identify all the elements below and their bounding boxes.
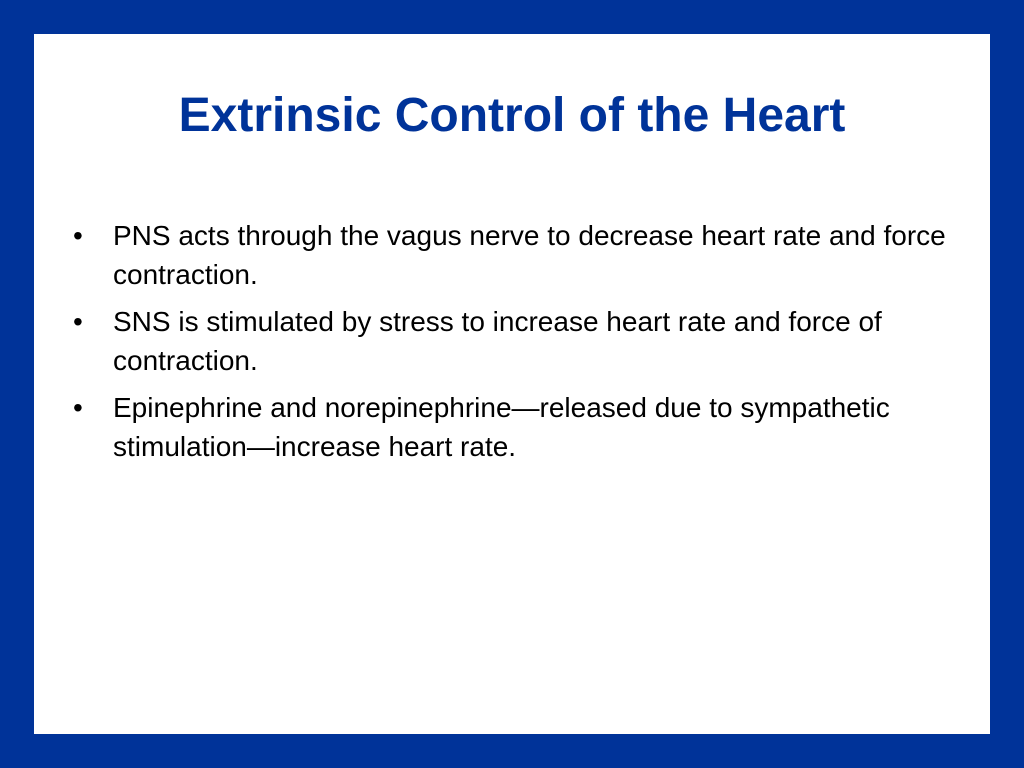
bullet-mark: • bbox=[73, 220, 83, 251]
bullet-mark: • bbox=[73, 392, 83, 423]
bullet-item-pns bbox=[70, 216, 950, 294]
slide-panel bbox=[34, 34, 990, 734]
bullet-text: PNS acts through the vagus nerve to decrease heart rate and force contraction. bbox=[113, 220, 946, 290]
bullet-text: Epinephrine and norepinephrine—released due to sympathetic stimulation—increase heart rate. bbox=[113, 392, 890, 462]
bullet-mark: • bbox=[73, 306, 83, 337]
bullet-text: SNS is stimulated by stress to increase heart rate and force of contraction. bbox=[113, 306, 882, 376]
bullet-item-sns bbox=[70, 302, 950, 380]
bullet-item-epinephrine bbox=[70, 388, 950, 466]
bullet-list bbox=[70, 216, 950, 474]
slide-title: Extrinsic Control of the Heart bbox=[178, 89, 846, 142]
